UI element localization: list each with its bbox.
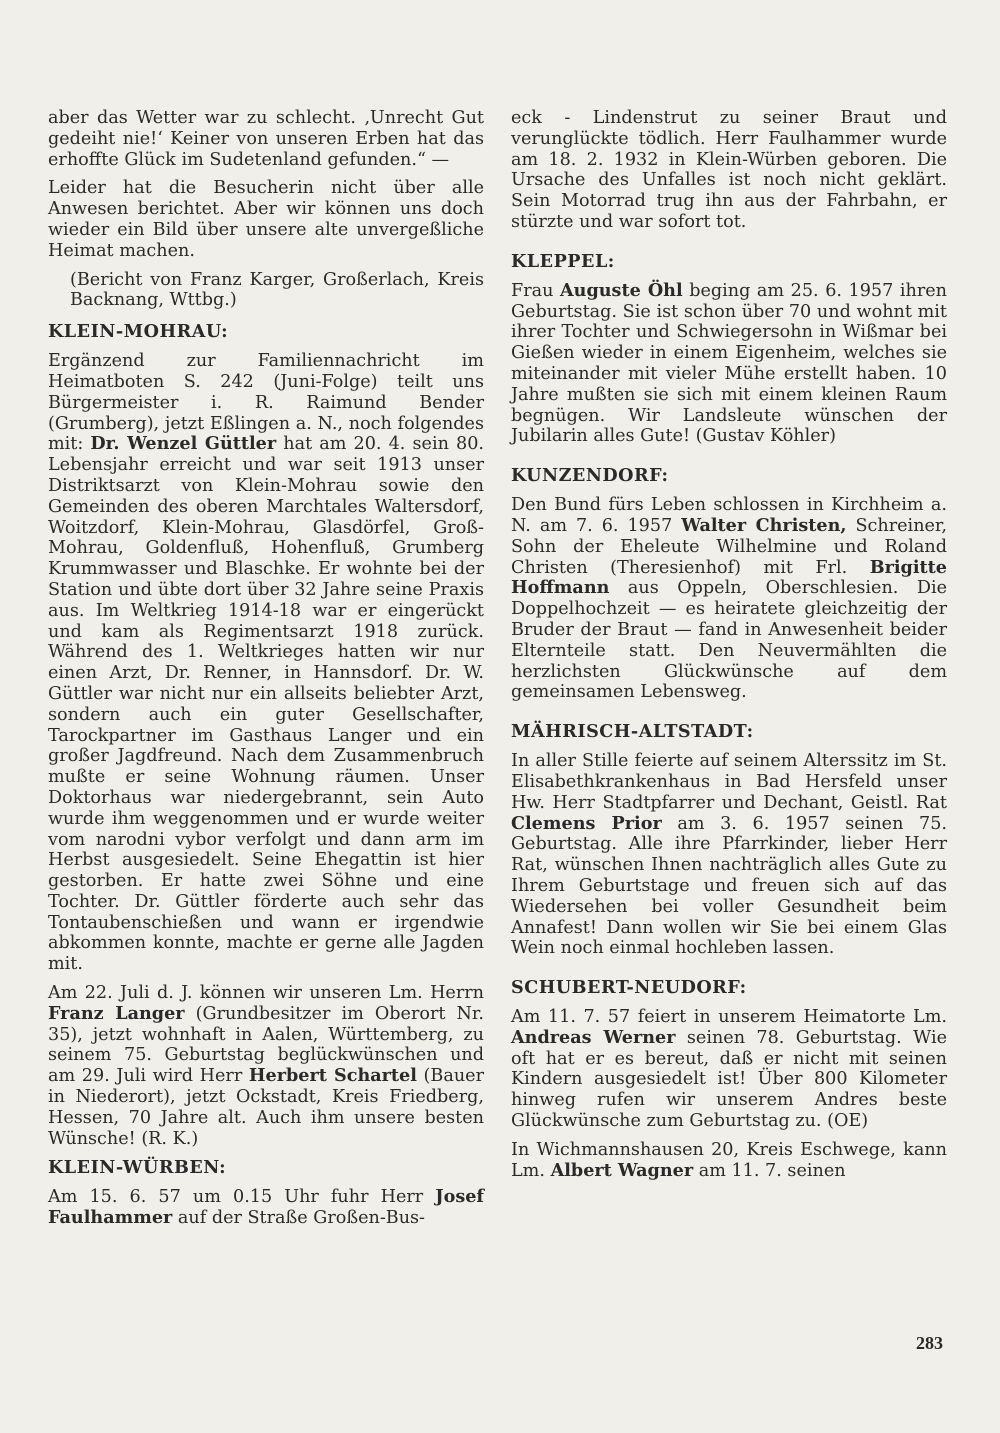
person-name: Herbert Schartel <box>248 1065 417 1087</box>
left-column <box>48 108 484 1237</box>
paragraph: Am 15. 6. 57 um 0.15 Uhr fuhr Herr Josef Faulhammer auf der Straße Großen-Bus- <box>48 1186 484 1229</box>
section-heading-schubert-neudorf: SCHUBERT-NEUDORF: <box>511 977 747 999</box>
section-heading-kunzendorf: KUNZENDORF: <box>511 465 669 487</box>
paragraph: Am 11. 7. 57 feiert in unserem Heimatorte Lm. Andreas Werner seinen 78. Geburtstag. Wie oft hat er es bereut, daß er nicht mit seinen Kindern ausgesiedelt ist! Über 800 Kilometer hinweg rufen wir unserem Andres beste Glückwünsche zum Geburtstag zu. (OE) <box>511 1007 947 1132</box>
paragraph: Den Bund fürs Leben schlossen in Kirchheim a. N. am 7. 6. 1957 Walter Christen, Schreiner, Sohn der Eheleute Wilhelmine und Roland Christen (Theresienhof) mit Frl. Brigitte Hoffmann aus Oppeln, Oberschlesien. Die Doppelhochzeit — es heiratete gleichzeitig der Bruder der Braut — fand in Anwesenheit beider Elternteile statt. Den Neuvermählten die herzlichsten Glückwünsche auf dem gemeinsamen Lebensweg. <box>511 495 947 703</box>
person-name: Clemens Prior <box>511 812 662 834</box>
paragraph: eck - Lindenstrut zu seiner Braut und verunglückte tödlich. Herr Faulhammer wurde am 18. 2. 1932 in Klein-Würben geboren. Die Ursache des Unfalles ist noch nicht geklärt. Sein Motorrad trug ihn aus der Fahrbahn, er stürzte und war sofort tot. <box>511 108 947 232</box>
person-name: Albert Wagner <box>550 1159 694 1181</box>
section-heading-klein-mohrau: KLEIN-MOHRAU: <box>48 321 229 343</box>
section-heading-maehrisch-altstadt: MÄHRISCH-ALTSTADT: <box>511 721 754 743</box>
right-column <box>511 108 947 1189</box>
person-name: Josef Faulhammer <box>48 1186 484 1229</box>
paragraph: Ergänzend zur Familiennachricht im Heimatboten S. 242 (Juni-Folge) teilt uns Bürgermeister i. R. Raimund Bender (Grumberg), jetzt Eßlingen a. N., noch folgendes mit: Dr. Wenzel Güttler hat am 20. 4. sein 80. Lebensjahr erreicht und war seit 1913 unser Distriktsarzt von Klein-Mohrau sowie den Gemeinden des oberen Marchtales Waltersdorf, Woitzdorf, Klein-Mohrau, Glasdörfel, Groß-Mohrau, Goldenfluß, Hohenfluß, Grumberg Krummwasser und Blaschke. Er wohnte bei der Station und übte dort über 32 Jahre seine Praxis aus. Im Weltkrieg 1914-18 war er eingerückt und kam als Regimentsarzt 1918 zurück. Während des 1. Weltkrieges hatten wir nur einen Arzt, Dr. Renner, in Hannsdorf. Dr. W. Güttler war nicht nur ein allseits beliebter Arzt, sondern auch ein guter Gesellschafter, Tarockpartner im Gasthaus Langer und ein großer Jagdfreund. Nach dem Zusammenbruch mußte er seine Wohnung räumen. Unser Doktorhaus war niedergebrannt, sein Auto wurde ihm weggenommen und er wurde weiter vom narodni vybor verfolgt und dann arm im Herbst ausgesiedelt. Seine Ehegattin ist hier gestorben. Er hatte zwei Söhne und eine Tochter. Dr. Güttler förderte auch sehr das Tontaubenschießen und wann er irgendwie abkommen konnte, machte er gerne alle Jagden mit. <box>48 351 484 975</box>
paragraph: In aller Stille feierte auf seinem Alterssitz im St. Elisabethkrankenhaus in Bad Hersfeld unser Hw. Herr Stadtpfarrer und Dechant, Geistl. Rat Clemens Prior am 3. 6. 1957 seinen 75. Geburtstag. Alle ihre Pfarrkinder, lieber Herr Rat, wünschen Ihnen nachträglich alles Gute zu Ihrem Geburtstage und freuen sich auf das Wiedersehen bei voller Gesundheit beim Annafest! Dann wollen wir Sie bei einem Glas Wein noch einmal hochleben lassen. <box>511 751 947 959</box>
person-name: Franz Langer <box>48 1002 185 1024</box>
section-heading-kleppel: KLEPPEL: <box>511 250 615 272</box>
paragraph: Am 22. Juli d. J. können wir unseren Lm. Herrn Franz Langer (Grundbesitzer im Oberort Nr. 35), jetzt wohnhaft in Aalen, Württemberg, zu seinem 75. Geburtstag beglückwünschen und am 29. Juli wird Herr Herbert Schartel (Bauer in Niederort), jetzt Ockstadt, Kreis Friedberg, Hessen, 70 Jahre alt. Auch ihm unsere besten Wünsche! (R. K.) <box>48 983 484 1149</box>
person-name: Auguste Öhl <box>560 279 683 301</box>
person-name: Andreas Werner <box>511 1026 676 1048</box>
person-name: Dr. Wenzel Güttler <box>90 433 277 455</box>
page-number: 283 <box>916 1333 943 1353</box>
person-name: Walter Christen, <box>681 514 847 536</box>
paragraph: (Bericht von Franz Karger, Großerlach, Kreis Backnang, Wttbg.) <box>70 269 484 311</box>
paragraph: Frau Auguste Öhl beging am 25. 6. 1957 ihren Geburtstag. Sie ist schon über 70 und wohnt mit ihrer Tochter und Schwiegersohn in Wißmar bei Gießen wieder in einem Eigenheim, welches sie miteinander mit vieler Mühe erstellt haben. 10 Jahre mußten sie sich mit einem kleinen Raum begnügen. Wir Landsleute wünschen der Jubilarin alles Gute! (Gustav Köhler) <box>511 279 947 447</box>
paragraph: Leider hat die Besucherin nicht über alle Anwesen berichtet. Aber wir können uns doch wieder ein Bild über unsere alte unvergeßliche Heimat machen. <box>48 178 484 261</box>
section-heading-klein-wuerben: KLEIN-WÜRBEN: <box>48 1157 227 1179</box>
paragraph: aber das Wetter war zu schlecht. ‚Unrecht Gut gedeiht nie!‘ Keiner von unseren Erben hat das erhoffte Glück im Sudetenland gefunden.“ — <box>48 108 484 170</box>
person-name: Brigitte Hoffmann <box>511 556 947 599</box>
paragraph: In Wichmannshausen 20, Kreis Eschwege, kann Lm. Albert Wagner am 11. 7. seinen <box>511 1139 947 1181</box>
